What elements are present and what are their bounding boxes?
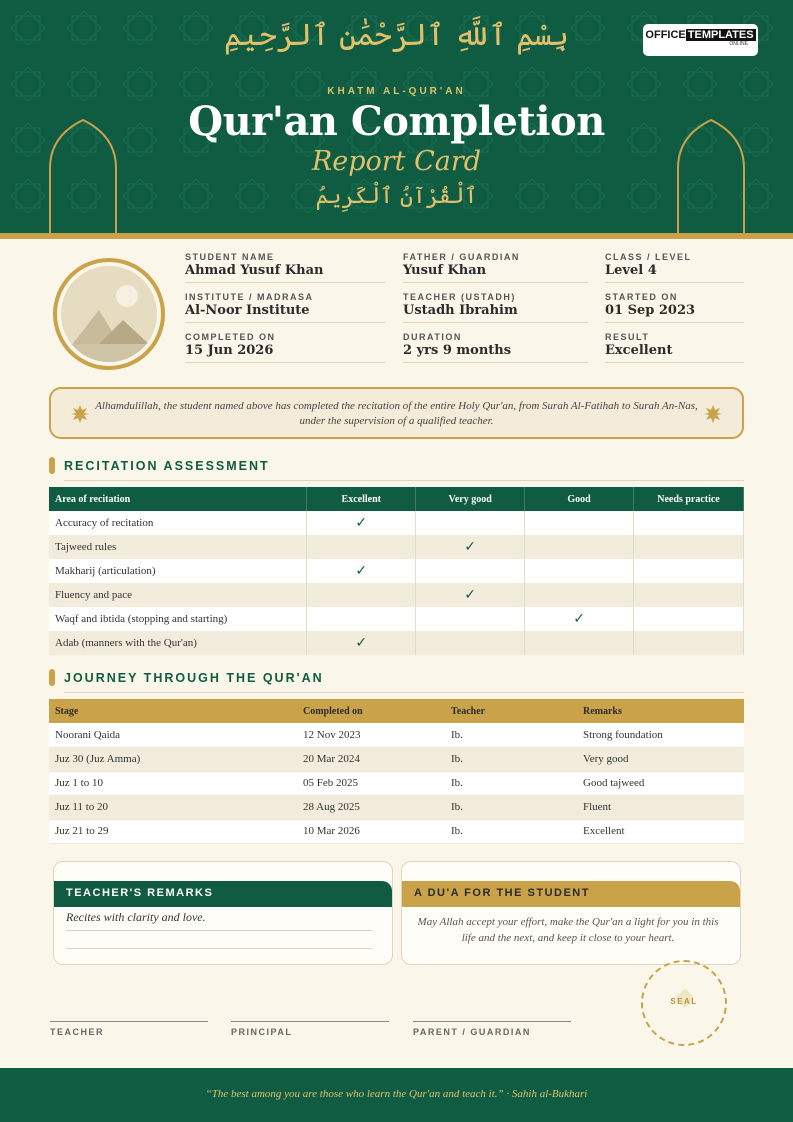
rating-cell [416,511,525,535]
signature-parent: PARENT / GUARDIAN [413,1021,571,1037]
recitation-table [49,487,744,655]
table-row [49,631,744,655]
check-mark-icon: ✓ [307,631,416,655]
rating-cell [634,535,744,559]
column-header: Area of recitation [49,487,307,511]
dua-card [401,861,741,965]
logo-word-office: OFFICE [645,29,686,41]
star-ornament-icon [71,405,89,423]
table-cell: Excellent [577,819,744,843]
rating-cell [634,559,744,583]
column-header: Very good [416,487,525,511]
column-header: Completed on [297,699,445,723]
seal-label: SEAL [670,997,698,1006]
table-cell: Very good [577,747,744,771]
signature-principal: PRINCIPAL [231,1021,389,1037]
check-mark-icon: ✓ [416,535,525,559]
logo-word-templates: TEMPLATES [687,29,754,41]
statement-text: Alhamdulillah, the student named above has completed the recitation of the entire Holy Qur'an, from Surah Al-Fatihah to Surah An-Nas, under the supervision of a qualified teacher. [95,400,698,427]
page-subtitle: Report Card [311,146,482,177]
office-templates-logo[interactable] [643,24,758,56]
teacher-remarks-card [53,861,393,965]
table-row [49,771,744,795]
table-cell: 20 Mar 2024 [297,747,445,771]
logo-word-online: ONLINE [729,41,748,47]
check-mark-icon: ✓ [525,607,634,631]
rating-cell [525,559,634,583]
table-cell: Juz 11 to 20 [49,795,297,819]
table-cell: Noorani Qaida [49,723,297,747]
journey-table [49,699,744,844]
guardian-field: FATHER / GUARDIAN Yusuf Khan [403,252,588,283]
table-cell: Ib. [445,723,577,747]
table-row [49,747,744,771]
rating-cell [634,631,744,655]
teacher-field: TEACHER (USTADH) Ustadh Ibrahim [403,292,588,323]
column-header: Remarks [577,699,744,723]
check-mark-icon: ✓ [307,511,416,535]
teacher-remarks-text: Recites with clarity and love. [66,910,206,924]
table-cell: Strong foundation [577,723,744,747]
rating-cell [525,511,634,535]
writing-line [66,948,372,949]
result-field: RESULT Excellent [605,332,744,363]
rating-cell [416,559,525,583]
completed-on-field: COMPLETED ON 15 Jun 2026 [185,332,385,363]
table-cell: Ib. [445,819,577,843]
table-cell: 12 Nov 2023 [297,723,445,747]
section-divider [64,480,744,481]
rating-cell [307,607,416,631]
student-name-field: STUDENT NAME Ahmad Yusuf Khan [185,252,385,283]
check-mark-icon: ✓ [307,559,416,583]
page-title: Qur'an Completion [188,98,605,145]
recitation-area: Accuracy of recitation [49,511,307,535]
header-gold-rule [0,233,793,239]
table-row [49,607,744,631]
signature-teacher: TEACHER [50,1021,208,1037]
table-row [49,559,744,583]
footer-quote: “The best among you are those who learn the Qur'an and teach it.” · Sahih al-Bukhari [205,1088,588,1100]
rating-cell [525,535,634,559]
rating-cell [634,583,744,607]
rating-cell [416,631,525,655]
table-row [49,511,744,535]
recitation-area: Makharij (articulation) [49,559,307,583]
table-cell: Ib. [445,795,577,819]
recitation-area: Adab (manners with the Qur'an) [49,631,307,655]
rating-cell [525,583,634,607]
recitation-area: Tajweed rules [49,535,307,559]
column-header: Stage [49,699,297,723]
started-on-field: STARTED ON 01 Sep 2023 [605,292,744,323]
table-row [49,583,744,607]
institute-field: INSTITUTE / MADRASA Al-Noor Institute [185,292,385,323]
class-level-field: CLASS / LEVEL Level 4 [605,252,744,283]
seal-placeholder [641,960,727,1046]
recitation-assessment-heading: RECITATION ASSESSMENT [49,459,270,473]
teacher-remarks-heading: TEACHER'S REMARKS [54,881,392,907]
rating-cell [307,535,416,559]
table-header-row [49,699,744,723]
column-header: Teacher [445,699,577,723]
dua-text: May Allah accept your effort, make the Qur'an a light for you in this life and the next, and keep it close to your heart. [417,916,719,944]
table-row [49,819,744,843]
column-header: Excellent [307,487,416,511]
table-row [49,795,744,819]
check-mark-icon: ✓ [416,583,525,607]
table-header-row [49,487,744,511]
table-cell: Juz 1 to 10 [49,771,297,795]
rating-cell [416,607,525,631]
table-cell: Juz 30 (Juz Amma) [49,747,297,771]
duration-field: DURATION 2 yrs 9 months [403,332,588,363]
landscape-placeholder-icon [61,266,157,362]
table-cell: Ib. [445,747,577,771]
table-row [49,535,744,559]
rating-cell [307,583,416,607]
writing-line [66,930,372,931]
recitation-area: Waqf and ibtida (stopping and starting) [49,607,307,631]
rating-cell [525,631,634,655]
table-row [49,723,744,747]
dua-heading: A DU'A FOR THE STUDENT [402,881,740,907]
completion-statement [49,387,744,439]
table-cell: 05 Feb 2025 [297,771,445,795]
recitation-area: Fluency and pace [49,583,307,607]
student-photo-frame [53,258,165,370]
header-subtitle: KHATM AL-QUR'AN [327,86,466,97]
table-cell: 28 Aug 2025 [297,795,445,819]
table-cell: 10 Mar 2026 [297,819,445,843]
column-header: Needs practice [634,487,744,511]
table-cell: Juz 21 to 29 [49,819,297,843]
al-quran-calligraphy: ٱلْقُرْآنُ ٱلْكَرِيمُ [315,184,478,209]
footer-banner [0,1068,793,1122]
journey-heading: JOURNEY THROUGH THE QUR'AN [49,671,324,685]
rating-cell [634,511,744,535]
table-cell: Good tajweed [577,771,744,795]
rating-cell [634,607,744,631]
star-ornament-icon [704,405,722,423]
header-banner [0,0,793,233]
table-cell: Fluent [577,795,744,819]
section-divider [64,692,744,693]
bismillah-calligraphy: بِسْمِ ٱللَّهِ ٱلرَّحْمَٰنِ ٱلرَّحِيمِ [223,18,569,53]
table-cell: Ib. [445,771,577,795]
column-header: Good [525,487,634,511]
